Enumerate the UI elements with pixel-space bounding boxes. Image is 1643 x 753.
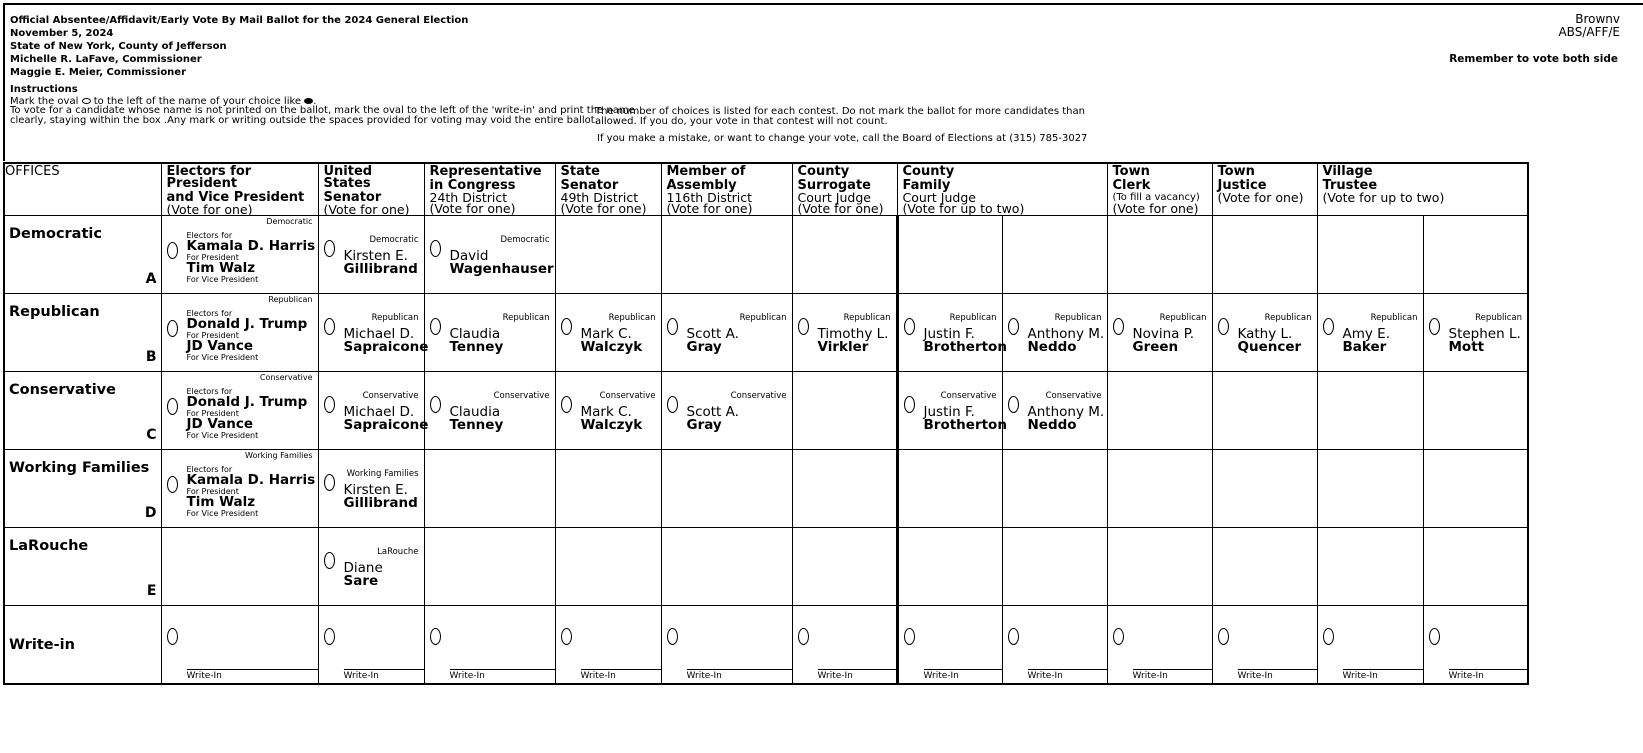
party-row-write-in: [4, 606, 1528, 684]
vote-oval[interactable]: [1429, 318, 1440, 335]
ballot-grid: [3, 162, 1529, 685]
office-us-senator: United States Senator (Vote for one): [318, 163, 424, 216]
empty-oval-icon: [82, 98, 91, 104]
party-label-working-families: Working Families D: [4, 450, 161, 528]
office-town-justice: Town Justice (Vote for one): [1212, 163, 1317, 216]
candidate-gillibrand-dem[interactable]: Democratic Kirsten E. Gillibrand: [318, 216, 424, 294]
vote-oval[interactable]: [667, 396, 678, 413]
vote-oval[interactable]: [324, 240, 335, 257]
candidate-gray-con[interactable]: Conservative Scott A. Gray: [661, 372, 792, 450]
write-in-us-senator[interactable]: Write-In: [318, 606, 424, 684]
vote-oval[interactable]: [430, 318, 441, 335]
empty-cell: [1107, 528, 1212, 606]
empty-cell: [1317, 372, 1423, 450]
write-in-line[interactable]: [1028, 669, 1107, 670]
candidate-walczyk-con[interactable]: Conservative Mark C. Walczyk: [555, 372, 661, 450]
instruction-writein-2: clearly, staying within the box .Any mark or writing outside the spaces provided for voting may void the entire ballot.: [10, 115, 598, 126]
write-in-line[interactable]: [1238, 669, 1317, 670]
empty-cell: [1423, 216, 1528, 294]
vote-oval[interactable]: [430, 396, 441, 413]
empty-cell: [897, 450, 1002, 528]
instructions-title: Instructions: [10, 84, 78, 95]
empty-cell: [1212, 372, 1317, 450]
office-town-clerk: Town Clerk (To fill a vacancy) (Vote for one): [1107, 163, 1212, 216]
office-header-row: [4, 163, 1528, 216]
candidate-walczyk-rep[interactable]: Republican Mark C. Walczyk: [555, 294, 661, 372]
candidate-sapraicone-con[interactable]: Conservative Michael D. Sapraicone: [318, 372, 424, 450]
vote-oval[interactable]: [904, 396, 915, 413]
vote-oval[interactable]: [904, 628, 915, 645]
empty-cell: [1107, 372, 1212, 450]
office-surrogate: County Surrogate Court Judge (Vote for one): [792, 163, 897, 216]
empty-cell: [1002, 216, 1107, 294]
office-president: Electors for President and Vice President (Vote for one): [161, 163, 318, 216]
empty-cell: [1107, 216, 1212, 294]
write-in-village-trustee-1[interactable]: Write-In: [1317, 606, 1423, 684]
vote-oval[interactable]: [1008, 396, 1019, 413]
candidate-brotherton-rep[interactable]: Republican Justin F. Brotherton: [897, 294, 1002, 372]
party-row-republican: [4, 294, 1528, 372]
vote-oval[interactable]: [324, 396, 335, 413]
party-row-working-families: [4, 450, 1528, 528]
vote-oval[interactable]: [1323, 318, 1334, 335]
empty-cell: [661, 450, 792, 528]
empty-cell: [1212, 528, 1317, 606]
candidate-gray-rep[interactable]: Republican Scott A. Gray: [661, 294, 792, 372]
empty-cell: [1212, 216, 1317, 294]
write-in-president[interactable]: Write-In: [161, 606, 318, 684]
instruction-writein-1: To vote for a candidate whose name is not printed on the ballot, mark the oval to the left of the 'write-in' and print the name: [10, 105, 635, 116]
instruction-mark-oval: Mark the oval to the left of the name of your choice like .: [10, 96, 317, 107]
candidate-green-rep[interactable]: Republican Novina P. Green: [1107, 294, 1212, 372]
write-in-state-senator[interactable]: Write-In: [555, 606, 661, 684]
write-in-line[interactable]: [1343, 669, 1423, 670]
party-label-conservative: Conservative C: [4, 372, 161, 450]
empty-cell: [161, 528, 318, 606]
candidate-brotherton-con[interactable]: Conservative Justin F. Brotherton: [897, 372, 1002, 450]
instruction-mistake: If you make a mistake, or want to change your vote, call the Board of Elections at (315) 785-3027: [597, 133, 1088, 144]
vote-oval[interactable]: [798, 628, 809, 645]
party-label-write-in: Write-in: [4, 606, 161, 684]
candidate-neddo-con[interactable]: Conservative Anthony M. Neddo: [1002, 372, 1107, 450]
candidate-harris-wf[interactable]: Working Families Electors for Kamala D. Harris For President Tim Walz For Vice President: [161, 450, 318, 528]
instruction-choices-1: The number of choices is listed for each contest. Do not mark the ballot for more candidates than: [595, 106, 1085, 117]
empty-cell: [424, 450, 555, 528]
empty-cell: [792, 216, 897, 294]
write-in-town-clerk[interactable]: Write-In: [1107, 606, 1212, 684]
party-label-larouche: LaRouche E: [4, 528, 161, 606]
vote-oval[interactable]: [324, 628, 335, 645]
candidate-wagenhauser-dem[interactable]: Democratic David Wagenhauser: [424, 216, 555, 294]
vote-oval[interactable]: [1113, 628, 1124, 645]
empty-cell: [1423, 372, 1528, 450]
vote-oval[interactable]: [324, 318, 335, 335]
empty-cell: [1317, 216, 1423, 294]
empty-cell: [661, 216, 792, 294]
empty-cell: [555, 216, 661, 294]
vote-oval[interactable]: [561, 396, 572, 413]
candidate-neddo-rep[interactable]: Republican Anthony M. Neddo: [1002, 294, 1107, 372]
candidate-tenney-con[interactable]: Conservative Claudia Tenney: [424, 372, 555, 450]
write-in-surrogate[interactable]: Write-In: [792, 606, 897, 684]
candidate-harris-dem[interactable]: Democratic Electors for Kamala D. Harris For President Tim Walz For Vice President: [161, 216, 318, 294]
empty-cell: [555, 528, 661, 606]
candidate-quencer-rep[interactable]: Republican Kathy L. Quencer: [1212, 294, 1317, 372]
ballot-style-code: Brownv ABS/AFF/E: [1558, 12, 1620, 39]
candidate-gillibrand-wf[interactable]: Working Families Kirsten E. Gillibrand: [318, 450, 424, 528]
empty-cell: [1423, 450, 1528, 528]
office-assembly: Member of Assembly 116th District (Vote for one): [661, 163, 792, 216]
candidate-sare-lar[interactable]: LaRouche Diane Sare: [318, 528, 424, 606]
vote-oval[interactable]: [667, 318, 678, 335]
candidate-trump-con[interactable]: Conservative Electors for Donald J. Trump For President JD Vance For Vice President: [161, 372, 318, 450]
write-in-line[interactable]: [1133, 669, 1212, 670]
empty-cell: [424, 528, 555, 606]
vote-oval[interactable]: [324, 552, 335, 569]
write-in-line[interactable]: [818, 669, 896, 670]
empty-cell: [1002, 450, 1107, 528]
write-in-village-trustee-2[interactable]: Write-In: [1423, 606, 1528, 684]
write-in-line[interactable]: [581, 669, 661, 670]
write-in-line[interactable]: [924, 669, 1002, 670]
empty-cell: [1423, 528, 1528, 606]
vote-oval[interactable]: [1218, 318, 1229, 335]
county-line: State of New York, County of Jefferson: [10, 41, 227, 52]
write-in-line[interactable]: [187, 669, 318, 670]
vote-oval[interactable]: [1429, 628, 1440, 645]
ballot-header: [10, 14, 468, 79]
vote-oval[interactable]: [1113, 318, 1124, 335]
office-family-court: County Family Court Judge (Vote for up to two): [897, 163, 1107, 216]
party-row-democratic: [4, 216, 1528, 294]
write-in-line[interactable]: [450, 669, 555, 670]
vote-oval[interactable]: [1008, 318, 1019, 335]
empty-cell: [792, 372, 897, 450]
vote-oval[interactable]: [1323, 628, 1334, 645]
write-in-town-justice[interactable]: Write-In: [1212, 606, 1317, 684]
empty-cell: [897, 528, 1002, 606]
empty-cell: [1107, 450, 1212, 528]
write-in-family-court-1[interactable]: Write-In: [897, 606, 1002, 684]
vote-oval[interactable]: [904, 318, 915, 335]
commissioner-1: Michelle R. LaFave, Commissioner: [10, 54, 202, 65]
vote-oval[interactable]: [324, 474, 335, 491]
candidate-baker-rep[interactable]: Republican Amy E. Baker: [1317, 294, 1423, 372]
empty-cell: [661, 528, 792, 606]
vote-oval[interactable]: [667, 628, 678, 645]
empty-cell: [1317, 528, 1423, 606]
empty-cell: [555, 450, 661, 528]
party-row-larouche: [4, 528, 1528, 606]
instruction-choices-2: allowed. If you do, your vote in that contest will not count.: [595, 116, 888, 127]
offices-label: OFFICES: [4, 163, 161, 216]
office-village-trustee: Village Trustee (Vote for up to two): [1317, 163, 1528, 216]
vote-oval[interactable]: [1218, 628, 1229, 645]
candidate-trump-rep[interactable]: Republican Electors for Donald J. Trump For President JD Vance For Vice President: [161, 294, 318, 372]
candidate-tenney-rep[interactable]: Republican Claudia Tenney: [424, 294, 555, 372]
remember-both-sides: Remember to vote both side: [1449, 53, 1618, 65]
vote-oval[interactable]: [167, 242, 178, 259]
write-in-line[interactable]: [1449, 669, 1528, 670]
vote-oval[interactable]: [798, 318, 809, 335]
party-label-republican: Republican B: [4, 294, 161, 372]
party-label-democratic: Democratic A: [4, 216, 161, 294]
vote-oval[interactable]: [1008, 628, 1019, 645]
write-in-congress[interactable]: Write-In: [424, 606, 555, 684]
vote-oval[interactable]: [561, 628, 572, 645]
office-state-senator: State Senator 49th District (Vote for one): [555, 163, 661, 216]
ballot-title: Official Absentee/Affidavit/Early Vote By Mail Ballot for the 2024 General Election: [10, 15, 469, 26]
candidate-sapraicone-rep[interactable]: Republican Michael D. Sapraicone: [318, 294, 424, 372]
vote-oval[interactable]: [167, 476, 178, 493]
write-in-line[interactable]: [344, 669, 424, 670]
candidate-virkler-rep[interactable]: Republican Timothy L. Virkler: [792, 294, 897, 372]
empty-cell: [792, 450, 897, 528]
empty-cell: [1317, 450, 1423, 528]
empty-cell: [1212, 450, 1317, 528]
commissioner-2: Maggie E. Meier, Commissioner: [10, 67, 187, 78]
empty-cell: [897, 216, 1002, 294]
vote-oval[interactable]: [430, 240, 441, 257]
write-in-assembly[interactable]: Write-In: [661, 606, 792, 684]
empty-cell: [1002, 528, 1107, 606]
candidate-mott-rep[interactable]: Republican Stephen L. Mott: [1423, 294, 1528, 372]
empty-cell: [792, 528, 897, 606]
vote-oval[interactable]: [167, 628, 178, 645]
vote-oval[interactable]: [561, 318, 572, 335]
filled-oval-icon: [304, 98, 313, 104]
vote-oval[interactable]: [167, 398, 178, 415]
office-congress: Representative in Congress 24th District (Vote for one): [424, 163, 555, 216]
party-row-conservative: [4, 372, 1528, 450]
write-in-family-court-2[interactable]: Write-In: [1002, 606, 1107, 684]
vote-oval[interactable]: [430, 628, 441, 645]
election-date: November 5, 2024: [10, 28, 114, 39]
write-in-line[interactable]: [687, 669, 792, 670]
vote-oval[interactable]: [167, 320, 178, 337]
